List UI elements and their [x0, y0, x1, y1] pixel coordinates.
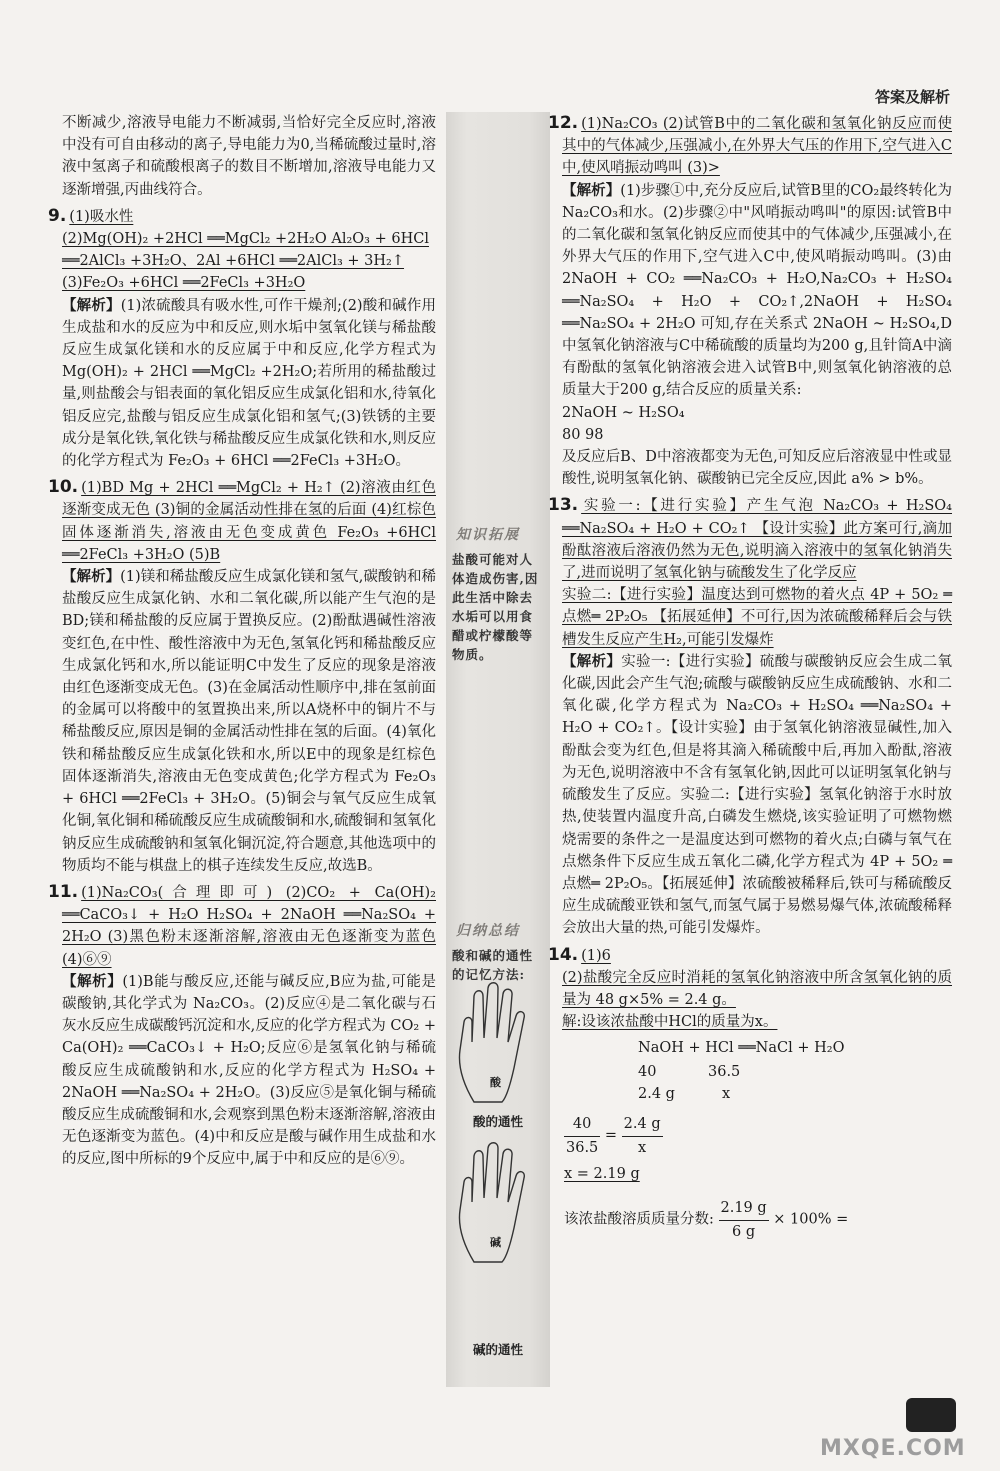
answer-text: (1)BD Mg + 2HCl ══MgCl₂ + H₂↑ (2)溶液由红色逐渐变成无色 (3)铜的金属活动性排在氢的后面 (4)红棕色固体逐渐消失,溶液由无色变成黄色 Fe₂O₃ +6HCl ══2FeCl₃ +3H₂O (5)B — [62, 480, 436, 563]
proportion: $\frac{40}{36.5}$ = $\frac{2.4 g}{x}$ — [564, 1113, 663, 1158]
calculation-block — [562, 1037, 952, 1257]
analysis-text: (1)镁和稀盐酸反应生成氯化镁和氢气,碳酸钠和稀盐酸反应生成氯化钠、水和二氧化碳,所以能产生气泡的是BD;镁和稀盐酸的反应属于置换反应。(2)酚酞遇碱性溶液变红色,在中性、酸性溶液中为无色,氢氧化钙和稀盐酸反应生成氯化钙和水,所以能证明C中发生了反应的现象是溶液由红色逐渐变成无色。(3)在金属活动性顺序中,排在氢前面的金属可以将酸中的氢置换出来,所以A烧杯中的铜片不与稀盐酸反应,原因是铜的金属活动性排在氢的后面。(4)氧化铁和稀盐酸反应生成氯化铁和水,所以E中的现象是红棕色固体逐渐消失,溶液由无色变成黄色;化学方程式为 Fe₂O₃ + 6HCl ══2FeCl₃ + 3H₂O。(5)铜会与氧气反应生成氧化铜,氧化铜和稀硫酸反应生成硫酸铜和水,硫酸铜和氢氧化钠反应生成硫酸钠和氢氧化铜沉淀,符合题意,其他选项中的物质均不能与棋盘上的棋子连续发生反应,故选B。 — [62, 569, 436, 874]
sidebar-notes — [446, 112, 550, 1387]
answer-text: (2)盐酸完全反应时消耗的氢氧化钠溶液中所含氢氧化钠的质量为 48 g×5% = 2.4 g。 — [562, 969, 952, 1008]
hand-center-label: 酸 — [490, 1076, 501, 1089]
hand-icon — [454, 1142, 542, 1266]
analysis-tag: 【解析】 — [62, 972, 123, 990]
fraction-denominator: 36.5 — [566, 1139, 599, 1156]
question-number: 9. — [48, 205, 67, 226]
fraction-denominator: x — [638, 1139, 647, 1156]
analysis-tag: 【解析】 — [562, 181, 621, 199]
question-9 — [48, 205, 437, 472]
given-mass: 2.4 g — [638, 1086, 675, 1103]
knowledge-extension-title: 知识拓展 — [456, 527, 520, 543]
summary-title: 归纳总结 — [456, 923, 520, 939]
fraction-numerator: 2.4 g — [622, 1113, 663, 1136]
unknown-mass: x — [722, 1086, 731, 1103]
answer-text: (1)Na₂CO₃(合理即可) (2)CO₂ + Ca(OH)₂ ══CaCO₃↓ + H₂O H₂SO₄ + 2NaOH ══Na₂SO₄ + 2H₂O (3)黑色粉末逐渐溶解,溶液由无色逐渐变为蓝色 (4)⑥⑨ — [62, 884, 436, 968]
question-number: 13. — [548, 495, 579, 516]
solution-line: 解:设该浓盐酸中HCl的质量为x。 — [562, 1014, 778, 1031]
analysis-text: (1)步骤①中,充分反应后,试管B里的CO₂最终转化为 Na₂CO₃和水。(2)步骤②中"风哨振动鸣叫"的原因:试管B中的二氧化碳和氢氧化钠反应而使其中的气体减少,压强减小,在外界大气压的作用下,空气进入C中,使风哨振动鸣叫。(3)由 2NaOH + CO₂ ══Na₂CO₃ + H₂O,Na₂CO₃ + H₂SO₄ ══Na₂SO₄ + H₂O + CO₂↑,2NaOH + H₂SO₄ ══Na₂SO₄ + 2H₂O 可知,存在关系式 2NaOH ~ H₂SO₄,D中氢氧化钠溶液与C中稀硫酸的质量均为200 g,且针筒A中滴有酚酞的氢氧化钠溶液会进入试管B中,则氢氧化钠溶液的总质量大于200 g,结合反应的质量关系: — [562, 182, 952, 399]
watermark: MXQE.COM — [820, 1436, 966, 1461]
molar-mass-naoh: 40 — [638, 1064, 657, 1081]
analysis-text: 及反应后B、D中溶液都变为无色,可知反应后溶液显中性或显酸性,说明氢氧化钠、碳酸钠已完全反应,因此 a% > b%。 — [562, 449, 952, 488]
question-number: 10. — [48, 477, 79, 498]
hand-center-label: 碱 — [490, 1236, 501, 1249]
answer-line: (2)Mg(OH)₂ +2HCl ══MgCl₂ +2H₂O Al₂O₃ + 6HCl ══2AlCl₃ +3H₂O、2Al +6HCl ══2AlCl₃ + 3H₂↑ — [62, 231, 429, 270]
left-column — [48, 112, 437, 1171]
analysis-tag: 【解析】 — [62, 296, 121, 314]
answer-text: 实验二:【进行实验】温度达到可燃物的着火点 4P + 5O₂ ═点燃═ 2P₂O₅ 【拓展延伸】不可行,因为浓硫酸稀释后会与铁槽发生反应产生H₂,可能引发爆炸 — [562, 587, 952, 648]
knowledge-extension-text: 盐酸可能对人体造成伤害,因此生活中除去水垢可以用食醋或柠檬酸等物质。 — [452, 552, 539, 662]
result: x = 2.19 g — [564, 1166, 640, 1183]
intro-paragraph: 不断减少,溶液导电能力不断减弱,当恰好完全反应时,溶液中没有可自由移动的离子,导电能力为0,当稀硫酸过量时,溶液中氢离子和硫酸根离子的数目不断增加,溶液导电能力又逐渐增强,丙曲线符合。 — [62, 115, 436, 198]
answer-text: (1)Na₂CO₃ (2)试管B中的二氧化碳和氢氧化钠反应而使其中的气体减少,压强减小,在外界大气压的作用下,空气进入C中,使风哨振动鸣叫 (3)> — [562, 116, 952, 177]
acid-hand-diagram — [454, 982, 542, 1110]
question-12 — [548, 112, 952, 490]
page-header: 答案及解析 — [874, 88, 950, 106]
final-tail: × 100% = — [773, 1212, 849, 1229]
fraction-numerator: 40 — [564, 1113, 600, 1136]
question-number: 11. — [48, 881, 79, 902]
question-number: 12. — [548, 113, 579, 133]
base-hand-diagram — [454, 1142, 542, 1270]
question-11 — [48, 881, 436, 1171]
final-expression — [564, 1197, 848, 1242]
equation: NaOH + HCl ══NaCl + H₂O — [638, 1040, 845, 1057]
summary-text: 酸和碱的通性的记忆方法: — [452, 948, 534, 982]
analysis-text: (1)B能与酸反应,还能与碱反应,B应为盐,可能是碳酸钠,其化学式为 Na₂CO₃。(2)反应④是二氧化碳与石灰水反应生成碳酸钙沉淀和水,反应的化学方程式为 CO₂ + Ca(OH)₂ ══CaCO₃↓ + H₂O;反应⑥是氢氧化钠与稀硫酸反应生成硫酸钠和水,反应的化学方程式为 H₂SO₄ + 2NaOH ══Na₂SO₄ + 2H₂O。(3)反应⑤是氧化铜与稀硫酸反应生成硫酸铜和水,会观察到黑色粉末逐渐溶解,溶液由无色逐渐变为蓝色。(4)中和反应是酸与碱作用生成盐和水的反应,图中所标的9个反应中,属于中和反应的是⑥⑨。 — [62, 973, 436, 1168]
relation-line: 2NaOH ~ H₂SO₄ — [562, 404, 685, 421]
answer-line: (1)吸水性 — [69, 208, 134, 225]
page-number-badge — [906, 1398, 956, 1432]
analysis-tag: 【解析】 — [62, 568, 121, 586]
right-column — [548, 112, 952, 1257]
answer-line: (1)6 — [581, 947, 611, 964]
base-caption: 碱的通性 — [472, 1342, 523, 1357]
answer-line: (3)Fe₂O₃ +6HCl ══2FeCl₃ +3H₂O — [62, 275, 306, 292]
final-label: 该浓盐酸溶质质量分数: — [564, 1212, 714, 1229]
analysis-tag: 【解析】 — [562, 652, 622, 670]
relation-line: 80 98 — [562, 426, 604, 443]
analysis-text: 实验一:【进行实验】硫酸与碳酸钠反应会生成二氧化碳,因此会产生气泡;硫酸与碳酸钠反应生成硫酸钠、水和二氧化碳,化学方程式为 Na₂CO₃ + H₂SO₄ ══Na₂SO₄ + H₂O + CO₂↑。【设计实验】由于氢氧化钠溶液显碱性,加入酚酞会变为红色,但是将其滴入稀硫酸中后,再加入酚酞,溶液为无色,说明溶液中不含有氢氧化钠,因此可以证明氢氧化钠与硫酸发生了反应。实验二:【进行实验】氢氧化钠溶于水时放热,使装置内温度升高,白磷发生燃烧,该实验证明了可燃物燃烧需要的条件之一是温度达到可燃物的着火点;白磷与氧气在点燃条件下反应生成五氧化二磷,化学方程式为 4P + 5O₂ ═点燃═ 2P₂O₅。【拓展延伸】浓硫酸被稀释后,铁可与稀硫酸反应生成硫酸亚铁和氢气,而氢气属于易燃易爆气体,浓硫酸稀释会放出大量的热,可能引发爆炸。 — [562, 653, 952, 937]
hand-icon — [454, 982, 542, 1106]
fraction-numerator: 2.19 g — [719, 1197, 769, 1220]
molar-mass-hcl: 36.5 — [708, 1064, 741, 1081]
question-13 — [548, 494, 952, 939]
question-10 — [48, 476, 436, 877]
analysis-text: (1)浓硫酸具有吸水性,可作干燥剂;(2)酸和碱作用生成盐和水的反应为中和反应,则水垢中氢氧化镁与稀盐酸反应生成氯化镁和水的反应属于中和反应,化学方程式为 Mg(OH)₂ + 2HCl ══MgCl₂ +2H₂O;若所用的稀盐酸过量,则盐酸会与铝表面的氧化铝反应生成氯化铝和水,待氧化铝反应完,盐酸与铝反应生成氯化铝和氢气;(3)铁锈的主要成分是氧化铁,氧化铁与稀盐酸反应生成氯化铁和水,则反应的化学方程式为 Fe₂O₃ + 6HCl ══2FeCl₃ +3H₂O。 — [62, 297, 437, 470]
question-number: 14. — [548, 944, 579, 965]
question-14 — [548, 944, 952, 1258]
acid-caption: 酸的通性 — [472, 1114, 523, 1129]
fraction-denominator: 6 g — [732, 1223, 756, 1240]
answer-text: 实验一:【进行实验】产生气泡 Na₂CO₃ + H₂SO₄ ══Na₂SO₄ + H₂O + CO₂↑ 【设计实验】此方案可行,滴加酚酞溶液后溶液仍然为无色,说明滴入溶液中的氢氧化钠消失了,进而说明了氢氧化钠与硫酸发生了化学反应 — [562, 498, 952, 582]
